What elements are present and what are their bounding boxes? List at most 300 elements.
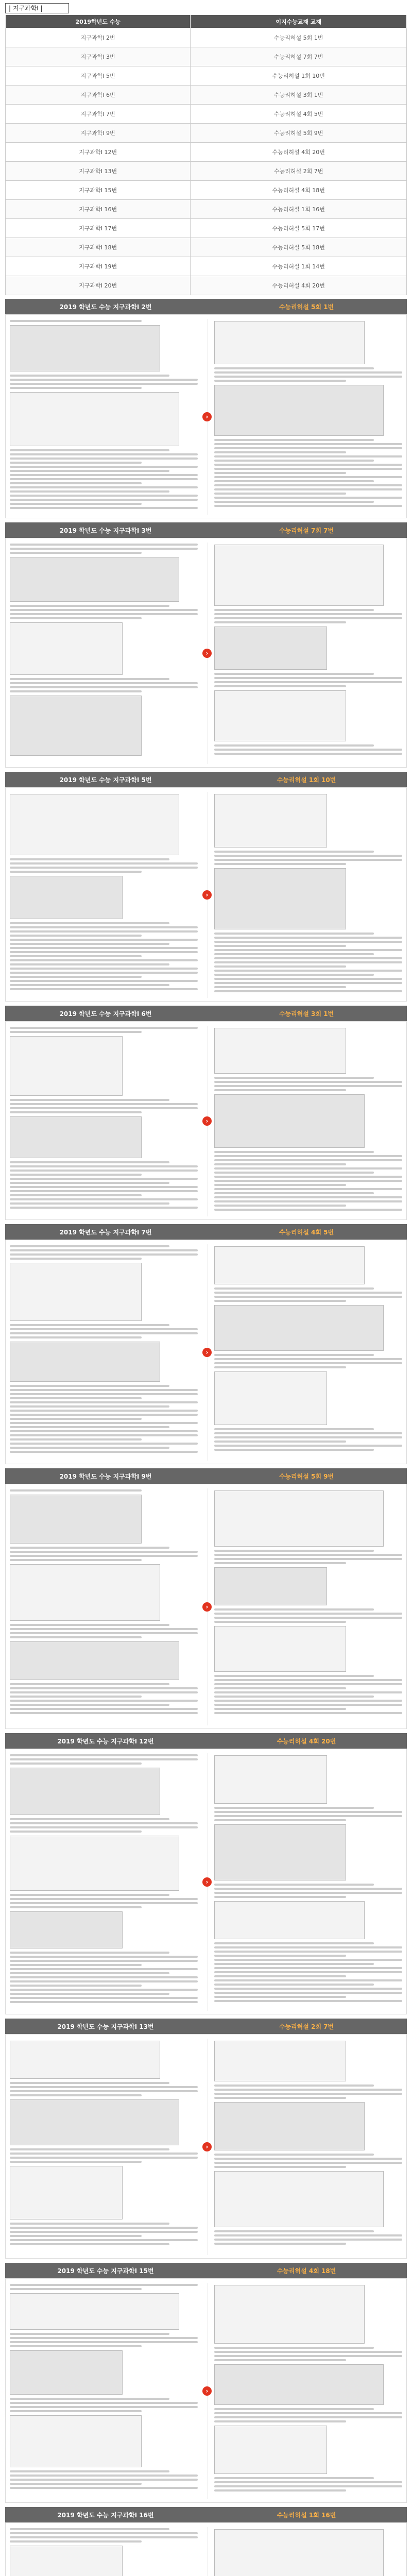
section-textbook-title: 수능리허설 4회 5번 <box>279 1228 334 1236</box>
text-line <box>214 2416 402 2418</box>
text-line <box>214 1617 402 1619</box>
textbook-question-cell: 수능리허설 1회 10번 <box>191 66 407 86</box>
text-line <box>214 1077 374 1079</box>
question-figure <box>214 1246 365 1284</box>
text-line <box>214 855 402 857</box>
text-line <box>10 1328 198 1330</box>
text-line <box>10 1194 142 1196</box>
question-figure <box>10 1036 123 1096</box>
text-line <box>10 1249 198 1251</box>
question-figure <box>214 2041 346 2081</box>
text-line <box>10 1972 169 1974</box>
text-line <box>10 955 142 957</box>
text-line <box>10 605 169 607</box>
text-line <box>214 1687 346 1689</box>
section-textbook-title: 수능리허설 1회 16번 <box>277 2511 336 2519</box>
exam-question <box>10 1025 198 1211</box>
text-line <box>10 947 198 949</box>
text-line <box>10 609 198 611</box>
text-line <box>10 466 198 468</box>
text-line <box>10 959 198 961</box>
exam-question <box>10 318 198 511</box>
textbook-question <box>214 2282 402 2494</box>
text-line <box>214 1979 402 1981</box>
text-line <box>214 2359 346 2361</box>
section-body <box>5 2278 407 2503</box>
text-line <box>10 2153 198 2155</box>
text-line <box>214 945 346 947</box>
section-exam-title: 2019 학년도 수능 지구과학Ⅰ 15번 <box>57 2267 154 2275</box>
text-line <box>214 376 402 378</box>
textbook-question-cell: 수능리허설 7회 7번 <box>191 47 407 66</box>
section-body <box>5 1484 407 1729</box>
text-line <box>10 1393 198 1395</box>
question-figure <box>214 868 346 929</box>
question-figure <box>10 2546 123 2576</box>
text-line <box>214 1180 402 1182</box>
text-line <box>214 1967 402 1969</box>
exam-question-cell: 지구과학Ⅰ 17번 <box>6 219 191 238</box>
text-line <box>10 544 198 546</box>
text-line <box>10 1178 198 1180</box>
table-header-row <box>6 15 407 28</box>
text-line <box>10 2470 169 2472</box>
question-figure <box>214 690 346 741</box>
text-line <box>214 2097 346 2099</box>
arrow-right-icon: › <box>202 1602 212 1612</box>
exam-question-cell: 지구과학Ⅰ 2번 <box>6 28 191 47</box>
question-figure <box>214 794 327 848</box>
text-line <box>10 682 198 684</box>
text-line <box>10 1976 198 1978</box>
text-line <box>214 941 402 943</box>
text-line <box>10 453 198 455</box>
text-line <box>10 984 169 986</box>
text-line <box>10 1414 198 1416</box>
text-line <box>214 1292 402 1294</box>
section-exam-title: 2019 학년도 수능 지구과학Ⅰ 6번 <box>59 1010 152 1018</box>
text-line <box>10 503 142 505</box>
text-line <box>214 2239 402 2241</box>
text-line <box>214 1700 402 1702</box>
text-line <box>10 457 198 460</box>
arrow-right-icon: › <box>202 1877 212 1887</box>
text-line <box>214 1984 374 1986</box>
section-exam-title: 2019 학년도 수능 지구과학Ⅰ 2번 <box>59 303 152 311</box>
text-line <box>10 1410 198 1412</box>
text-line <box>10 613 198 615</box>
text-line <box>10 988 198 990</box>
question-figure <box>10 325 160 371</box>
text-line <box>10 320 142 322</box>
question-figure <box>214 2364 384 2405</box>
question-figure <box>214 385 384 436</box>
text-line <box>214 1300 346 1302</box>
text-line <box>10 2341 198 2343</box>
text-line <box>214 1807 374 1809</box>
text-line <box>214 1691 402 1693</box>
text-line <box>214 859 402 861</box>
textbook-question-cell: 수능리허설 4회 18번 <box>191 181 407 200</box>
text-line <box>214 1151 374 1153</box>
text-line <box>214 1172 374 1174</box>
text-line <box>10 1182 169 1184</box>
arrow-right-icon: › <box>202 412 212 421</box>
section-body <box>5 787 407 1002</box>
table-row <box>6 124 407 143</box>
text-line <box>214 2158 402 2160</box>
question-figure <box>214 1371 327 1425</box>
textbook-question-cell: 수능리허설 1회 16번 <box>191 200 407 219</box>
text-line <box>10 1401 198 1403</box>
text-line <box>10 2082 169 2084</box>
exam-question-cell: 지구과학Ⅰ 18번 <box>6 238 191 257</box>
text-line <box>10 1031 142 1033</box>
text-line <box>10 1443 198 1445</box>
table-row <box>6 200 407 219</box>
table-row <box>6 162 407 181</box>
text-line <box>214 1354 374 1356</box>
text-line <box>10 1336 142 1338</box>
question-figure <box>10 1911 123 1948</box>
text-line <box>214 986 346 988</box>
text-line <box>10 1624 169 1626</box>
text-line <box>214 1896 346 1898</box>
text-line <box>10 2479 198 2481</box>
text-line <box>10 1438 142 1440</box>
section-header <box>5 2019 407 2034</box>
text-line <box>214 1815 402 1817</box>
text-line <box>10 1202 169 1205</box>
text-line <box>10 1818 169 1820</box>
textbook-question-cell: 수능리허설 4회 20번 <box>191 276 407 295</box>
text-line <box>214 2089 402 2091</box>
section-header <box>5 299 407 314</box>
text-line <box>10 1555 198 1557</box>
text-line <box>214 1200 402 1202</box>
question-figure <box>214 1824 346 1880</box>
text-line <box>214 613 402 615</box>
text-line <box>10 1968 198 1970</box>
text-line <box>10 2284 198 2286</box>
text-line <box>214 1155 402 1157</box>
question-figure <box>10 2293 179 2330</box>
text-line <box>10 1696 142 1698</box>
text-line <box>10 470 169 472</box>
text-line <box>214 2420 346 2422</box>
text-line <box>10 1027 198 1029</box>
text-line <box>214 1712 402 1714</box>
question-figure <box>10 1116 142 1158</box>
text-line <box>214 1436 402 1438</box>
textbook-question-cell: 수능리허설 4회 20번 <box>191 143 407 162</box>
text-line <box>214 1362 402 1364</box>
text-line <box>10 387 142 389</box>
text-line <box>214 1085 402 1087</box>
text-line <box>10 1632 198 1634</box>
text-line <box>214 505 402 507</box>
section-header <box>5 2507 407 2522</box>
text-line <box>214 2154 374 2156</box>
text-line <box>214 460 374 462</box>
text-line <box>10 499 198 501</box>
textbook-question <box>214 318 402 509</box>
text-line <box>214 937 402 939</box>
text-line <box>10 1902 198 1904</box>
text-line <box>10 1704 169 1706</box>
text-line <box>10 2333 169 2335</box>
text-line <box>10 935 142 937</box>
text-line <box>214 1992 402 1994</box>
text-line <box>10 1758 198 1760</box>
text-line <box>10 1956 198 1958</box>
text-line <box>214 1608 374 1611</box>
text-line <box>214 451 346 453</box>
text-line <box>10 867 198 869</box>
text-line <box>10 1426 169 1428</box>
text-line <box>214 2355 402 2357</box>
text-line <box>214 617 402 619</box>
text-line <box>10 617 142 619</box>
arrow-right-icon: › <box>202 2386 212 2396</box>
section-header <box>5 1224 407 1240</box>
question-figure <box>10 1564 160 1621</box>
text-line <box>10 1636 142 1638</box>
question-figure <box>10 876 123 919</box>
column-header: 이지수능교재 교재 <box>191 15 407 28</box>
text-line <box>214 455 402 457</box>
text-line <box>214 949 402 951</box>
question-figure <box>10 1768 160 1815</box>
text-line <box>214 1440 346 1443</box>
exam-question-cell: 지구과학Ⅰ 13번 <box>6 162 191 181</box>
section-exam-title: 2019 학년도 수능 지구과학Ⅰ 13번 <box>57 2023 154 2030</box>
text-line <box>214 1951 402 1953</box>
text-line <box>10 2086 198 2088</box>
text-line <box>214 2408 374 2410</box>
textbook-question <box>214 1487 402 1716</box>
text-line <box>214 488 402 490</box>
question-figure <box>10 794 179 855</box>
section-exam-title: 2019 학년도 수능 지구과학Ⅰ 12번 <box>57 1737 154 1745</box>
text-line <box>10 1551 198 1553</box>
question-figure <box>10 1836 179 1891</box>
arrow-right-icon: › <box>202 649 212 658</box>
section-body <box>5 538 407 768</box>
table-row <box>6 257 407 276</box>
text-line <box>214 443 402 445</box>
table-row <box>6 105 407 124</box>
section-exam-title: 2019 학년도 수능 지구과학Ⅰ 5번 <box>59 776 152 784</box>
section-header <box>5 1006 407 1021</box>
text-line <box>214 681 402 683</box>
question-figure <box>10 2166 123 2219</box>
textbook-question <box>214 541 402 757</box>
text-line <box>10 1762 142 1765</box>
text-line <box>214 501 374 503</box>
text-line <box>214 957 402 959</box>
text-line <box>214 933 374 935</box>
question-figure <box>10 1263 142 1321</box>
text-line <box>214 1159 402 1161</box>
text-line <box>214 982 402 984</box>
text-line <box>214 1811 402 1813</box>
text-line <box>10 1628 198 1630</box>
text-line <box>10 1111 142 1113</box>
text-line <box>214 2481 402 2483</box>
text-line <box>214 1449 374 1451</box>
text-line <box>214 1188 402 1190</box>
text-line <box>214 2489 346 2492</box>
section-body <box>5 314 407 518</box>
text-line <box>214 990 402 992</box>
exam-question <box>10 1487 198 1716</box>
text-line <box>214 1946 402 1948</box>
text-line <box>10 1332 198 1334</box>
text-line <box>10 2475 198 2477</box>
table-row <box>6 86 407 105</box>
arrow-right-icon: › <box>202 2142 212 2151</box>
section-body <box>5 1021 407 1220</box>
text-line <box>10 1687 198 1689</box>
text-line <box>10 1405 169 1408</box>
text-line <box>10 951 198 953</box>
text-line <box>214 2347 374 2349</box>
text-line <box>10 1165 198 1167</box>
section-header <box>5 772 407 787</box>
text-line <box>214 447 402 449</box>
section-body <box>5 1240 407 1464</box>
textbook-question-cell: 수능리허설 5회 17번 <box>191 219 407 238</box>
text-line <box>214 1184 346 1186</box>
text-line <box>10 1960 198 1962</box>
mapping-table <box>5 14 407 295</box>
text-line <box>10 1997 198 1999</box>
text-line <box>214 2351 402 2353</box>
question-figure <box>214 1626 346 1672</box>
question-figure <box>10 2350 123 2395</box>
text-line <box>10 922 169 924</box>
text-line <box>10 1952 169 1954</box>
table-row <box>6 276 407 295</box>
exam-question-cell: 지구과학Ⅰ 15번 <box>6 181 191 200</box>
arrow-right-icon: › <box>202 1116 212 1126</box>
text-line <box>10 968 198 970</box>
text-line <box>214 468 402 470</box>
text-line <box>10 2483 142 2485</box>
text-line <box>10 1898 198 1900</box>
text-line <box>10 478 198 480</box>
text-line <box>10 1190 198 1192</box>
text-line <box>10 943 169 945</box>
text-line <box>214 1683 402 1685</box>
exam-question-cell: 지구과학Ⅰ 16번 <box>6 200 191 219</box>
question-figure <box>10 2415 142 2467</box>
text-line <box>214 1428 374 1430</box>
question-figure <box>10 557 179 602</box>
text-line <box>214 978 402 980</box>
text-line <box>214 1675 374 1677</box>
text-line <box>10 2239 198 2241</box>
text-line <box>214 673 374 675</box>
section-textbook-title: 수능리허설 3회 1번 <box>279 1010 334 1018</box>
text-line <box>10 1099 169 1101</box>
exam-question-cell: 지구과학Ⅰ 6번 <box>6 86 191 105</box>
text-line <box>214 953 374 955</box>
text-line <box>10 490 169 493</box>
textbook-question-cell: 수능리허설 2회 7번 <box>191 162 407 181</box>
text-line <box>214 1081 402 1083</box>
question-figure <box>214 1094 365 1148</box>
text-line <box>10 1700 198 1702</box>
text-line <box>10 1186 198 1188</box>
table-row <box>6 181 407 200</box>
text-line <box>214 2243 346 2245</box>
text-line <box>214 2166 346 2168</box>
exam-question <box>10 791 198 992</box>
text-line <box>10 1980 198 1982</box>
text-line <box>214 1942 374 1944</box>
question-figure <box>10 392 179 446</box>
text-line <box>214 609 374 611</box>
section-textbook-title: 수능리허설 7회 7번 <box>279 527 334 534</box>
exam-question <box>10 541 198 759</box>
text-line <box>10 2487 198 2489</box>
text-line <box>10 1107 198 1109</box>
text-line <box>214 970 402 972</box>
section-exam-title: 2019 학년도 수능 지구과학Ⅰ 16번 <box>57 2511 154 2519</box>
text-line <box>214 2412 402 2414</box>
text-line <box>214 685 346 687</box>
text-line <box>214 2093 402 2095</box>
text-line <box>214 1558 402 1560</box>
text-line <box>10 2231 198 2233</box>
exam-question <box>10 1243 198 1455</box>
question-figure <box>214 2529 384 2576</box>
text-line <box>214 961 402 963</box>
text-line <box>10 1253 198 1256</box>
exam-question <box>10 2038 198 2247</box>
section-textbook-title: 수능리허설 1회 10번 <box>277 776 336 784</box>
text-line <box>10 1831 142 1833</box>
text-line <box>214 1550 374 1552</box>
text-line <box>10 462 142 464</box>
question-figure <box>214 321 365 364</box>
textbook-question-cell: 수능리허설 5회 1번 <box>191 28 407 47</box>
text-line <box>10 1547 169 1549</box>
table-row <box>6 219 407 238</box>
text-line <box>214 1613 402 1615</box>
table-row <box>6 47 407 66</box>
section-header <box>5 1733 407 1749</box>
exam-question <box>10 2526 198 2576</box>
text-line <box>214 2000 402 2002</box>
section-header <box>5 1468 407 1484</box>
question-figure <box>214 626 327 670</box>
text-line <box>10 507 198 509</box>
text-line <box>214 744 374 747</box>
section-body <box>5 2034 407 2259</box>
question-figure <box>214 1305 384 1351</box>
text-line <box>214 480 374 482</box>
text-line <box>214 2234 402 2236</box>
text-line <box>10 1170 198 1172</box>
textbook-question <box>214 1025 402 1213</box>
text-line <box>10 552 142 554</box>
text-line <box>10 1985 142 1987</box>
text-line <box>10 2090 198 2092</box>
text-line <box>10 972 198 974</box>
